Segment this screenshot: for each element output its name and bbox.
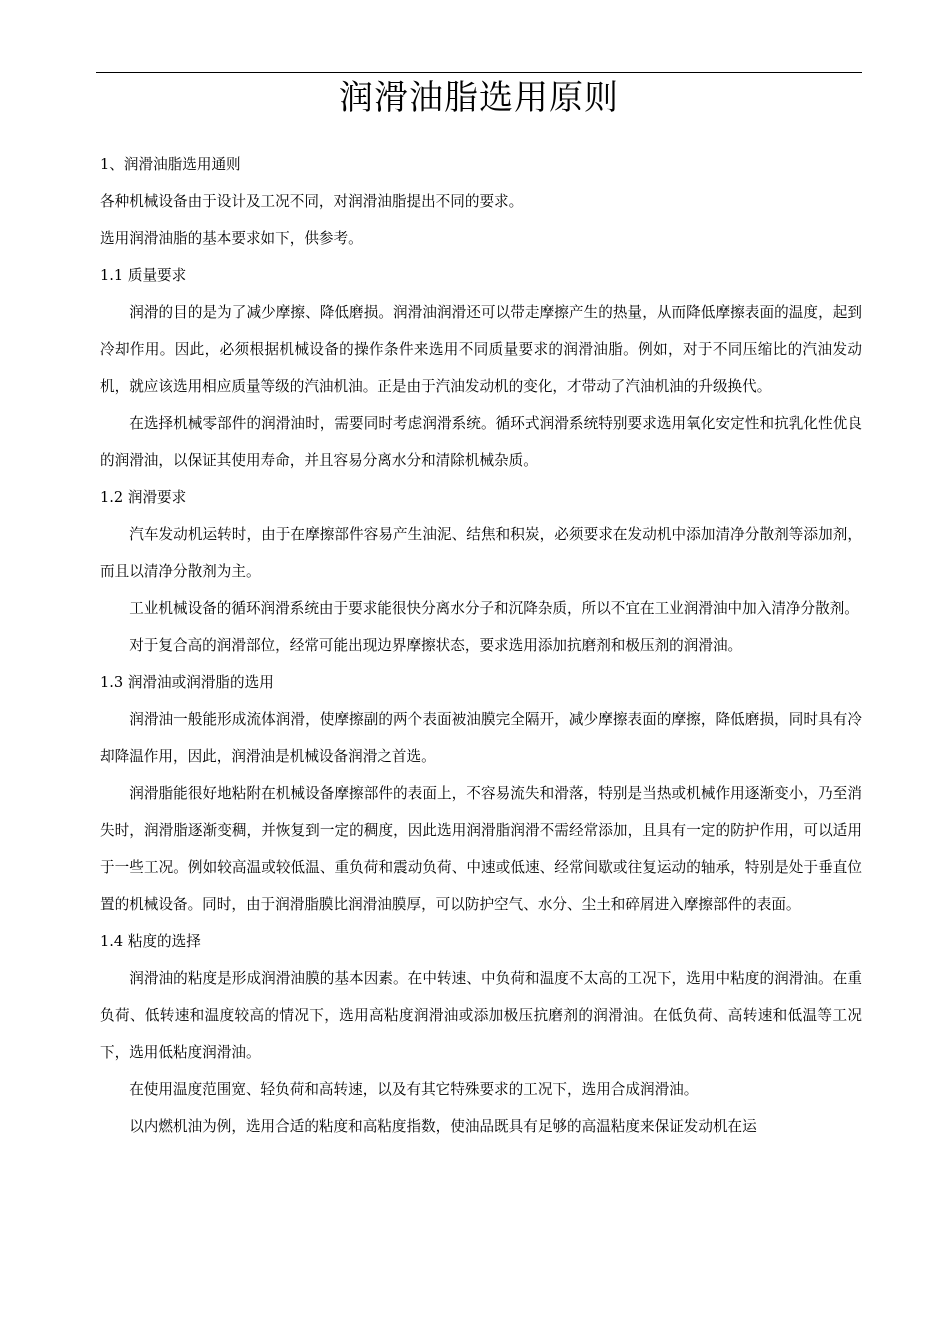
section-heading: 1.1 质量要求 (100, 267, 187, 284)
paragraph: 汽车发动机运转时，由于在摩擦部件容易产生油泥、结焦和积炭，必须要求在发动机中添加清净分散剂等添加剂，而且以清净分散剂为主。 (100, 526, 862, 580)
paragraph: 工业机械设备的循环润滑系统由于要求能很快分离水分子和沉降杂质，所以不宜在工业润滑油中加入清净分散剂。 (129, 600, 859, 617)
paragraph: 以内燃机油为例，选用合适的粘度和高粘度指数，使油品既具有足够的高温粘度来保证发动机在运 (129, 1118, 757, 1135)
paragraph: 对于复合高的润滑部位，经常可能出现边界摩擦状态，要求选用添加抗磨剂和极压剂的润滑油。 (129, 637, 743, 654)
paragraph: 选用润滑油脂的基本要求如下，供参考。 (100, 230, 363, 247)
document-body (100, 146, 862, 1145)
paragraph: 在使用温度范围宽、轻负荷和高转速，以及有其它特殊要求的工况下，选用合成润滑油。 (129, 1081, 699, 1098)
paragraph: 在选择机械零部件的润滑油时，需要同时考虑润滑系统。循环式润滑系统特别要求选用氧化安定性和抗乳化性优良的润滑油，以保证其使用寿命，并且容易分离水分和清除机械杂质。 (100, 415, 862, 469)
header-rule (96, 72, 862, 73)
paragraph: 润滑的目的是为了减少摩擦、降低磨损。润滑油润滑还可以带走摩擦产生的热量，从而降低摩擦表面的温度，起到冷却作用。因此，必须根据机械设备的操作条件来选用不同质量要求的润滑油脂。例如，对于不同压缩比的汽油发动机，就应该选用相应质量等级的汽油机油。正是由于汽油发动机的变化，才带动了汽油机油的升级换代。 (100, 304, 862, 395)
paragraph: 润滑油的粘度是形成润滑油膜的基本因素。在中转速、中负荷和温度不太高的工况下，选用中粘度的润滑油。在重负荷、低转速和温度较高的情况下，选用高粘度润滑油或添加极压抗磨剂的润滑油。在低负荷、高转速和低温等工况下，选用低粘度润滑油。 (100, 970, 862, 1061)
paragraph: 润滑油一般能形成流体润滑，使摩擦副的两个表面被油膜完全隔开，减少摩擦表面的摩擦，降低磨损，同时具有冷却降温作用，因此，润滑油是机械设备润滑之首选。 (100, 711, 862, 765)
paragraph: 各种机械设备由于设计及工况不同，对润滑油脂提出不同的要求。 (100, 193, 524, 210)
section-heading: 1.2 润滑要求 (100, 489, 187, 506)
section-heading: 1、润滑油脂选用通则 (100, 156, 241, 173)
section-heading: 1.3 润滑油或润滑脂的选用 (100, 674, 274, 691)
document-title: 润滑油脂选用原则 (339, 78, 619, 118)
section-heading: 1.4 粘度的选择 (100, 933, 201, 950)
paragraph: 润滑脂能很好地粘附在机械设备摩擦部件的表面上，不容易流失和滑落，特别是当热或机械作用逐渐变小，乃至消失时，润滑脂逐渐变稠，并恢复到一定的稠度，因此选用润滑脂润滑不需经常添加，且具有一定的防护作用，可以适用于一些工况。例如较高温或较低温、重负荷和震动负荷、中速或低速、经常间歇或往复运动的轴承，特别是处于垂直位置的机械设备。同时，由于润滑脂膜比润滑油膜厚，可以防护空气、水分、尘土和碎屑进入摩擦部件的表面。 (100, 785, 862, 913)
